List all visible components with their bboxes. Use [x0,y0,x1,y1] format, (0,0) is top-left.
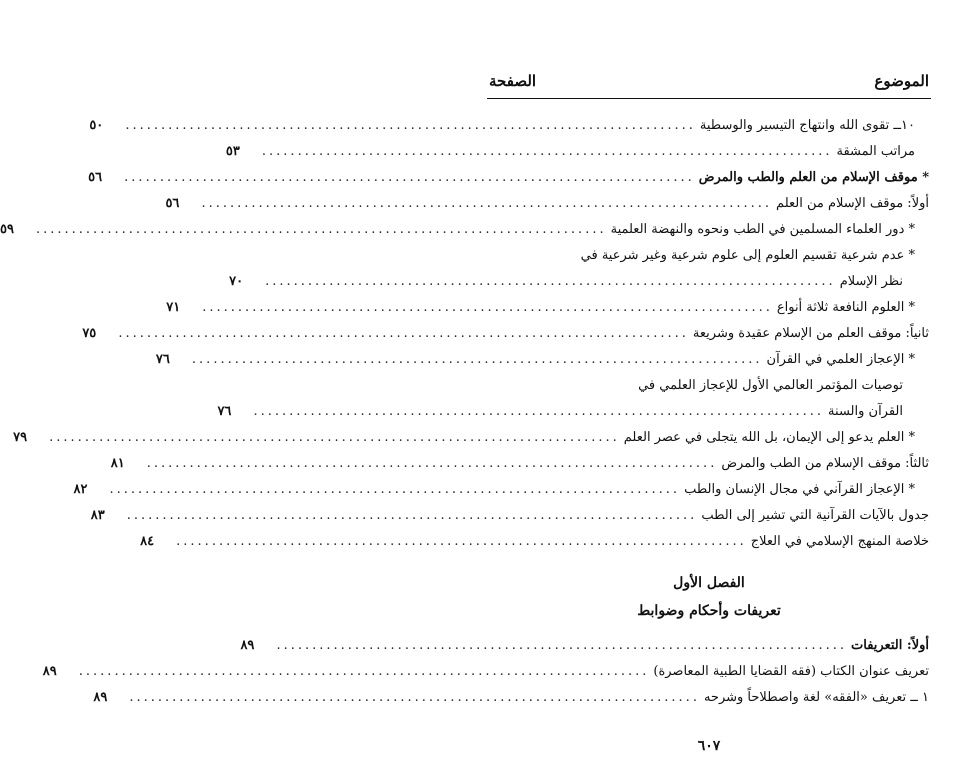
toc-entry-page: ٧٦ [217,403,232,419]
toc-entry-page: ٧٠ [229,273,244,289]
toc-entry-title: أولاً: التعريفات [851,637,929,653]
toc-entry-page: ٨٩ [240,637,255,653]
toc-entry [217,398,929,424]
toc-entry [165,190,929,216]
toc-entry [82,320,929,346]
toc-entry-title: جدول بالآيات القرآنية التي تشير إلى الطب [701,507,929,523]
toc-entry [88,164,929,190]
toc-entry [13,424,929,450]
leader-dots: ................................................................................ [176,533,747,549]
toc-entry-page: ٧١ [166,299,181,315]
toc-entry-page: ٥٠ [89,117,104,133]
leader-dots: ................................................................................ [126,507,698,523]
leader-dots: ................................................................................ [129,689,700,705]
toc-entry-title: * العلم يدعو إلى الإيمان، بل الله يتجلى في عصر العلم [623,429,915,445]
page-number: ٦٠٧ [697,738,721,754]
toc-entry-title: أولاً: موقف الإسلام من العلم [776,195,929,211]
toc-entry-title: * الإعجاز العلمي في القرآن [766,351,915,367]
toc-entry-title: * العلوم النافعة ثلاثة أنواع [776,299,915,315]
toc-entry-page: ٥٩ [0,221,14,237]
toc-entry [140,528,929,554]
toc-entry [110,450,929,476]
leader-dots: ................................................................................ [253,403,825,419]
toc-entry-title: * موقف الإسلام من العلم والطب والمرض [698,169,929,185]
leader-dots: ................................................................................ [191,351,763,367]
toc-entry [166,294,929,320]
toc-entry-title: خلاصة المنهج الإسلامي في العلاج [750,533,929,549]
toc-entry [229,268,929,294]
toc-entry [155,346,929,372]
toc-entry [0,216,929,242]
toc-entry-page: ٨٢ [73,481,88,497]
leader-dots: ................................................................................ [78,663,650,679]
leader-dots: ................................................................................ [36,221,607,237]
leader-dots: ................................................................................ [261,143,833,159]
leader-dots: ................................................................................ [49,429,620,445]
toc-entry-page: ٨٩ [93,689,108,705]
leader-dots: ................................................................................ [201,195,773,211]
toc-entry-title: القرآن والسنة [828,403,903,419]
leader-dots: ................................................................................ [146,455,718,471]
leader-dots: ................................................................................ [265,273,836,289]
toc-entry [42,658,929,684]
toc-entry-title: * الإعجاز القرآني في مجال الإنسان والطب [684,481,915,497]
toc-entry-page: ٧٦ [155,351,170,367]
toc-entry-page: ٥٦ [165,195,180,211]
toc-entry-title: توصيات المؤتمر العالمي الأول للإعجاز العلمي في [638,377,903,393]
toc-entry-title: * عدم شرعية تقسيم العلوم إلى علوم شرعية وغير شرعية في [580,247,915,263]
toc-entry-title: ١ ــ تعريف «الفقه» لغة واصطلاحاً وشرحه [703,689,929,705]
topic-column-label: الموضوع [874,72,929,90]
toc-entry [93,684,929,710]
toc-entry-title: ثانياً: موقف العلم من الإسلام عقيدة وشريعة [692,325,929,341]
toc-entry-title: تعريف عنوان الكتاب (فقه القضايا الطبية المعاصرة) [653,663,929,679]
toc-entry-page: ٧٥ [82,325,97,341]
header-divider [487,98,931,99]
toc-header [489,68,929,94]
leader-dots: ................................................................................ [276,637,848,653]
chapter-subtitle: تعريفات وأحكام وضوابط [637,603,781,619]
toc-entry-title: * دور العلماء المسلمين في الطب ونحوه والنهضة العلمية [610,221,915,237]
leader-dots: ................................................................................ [124,169,695,185]
toc-entry [225,138,929,164]
leader-dots: ................................................................................ [109,481,681,497]
toc-entry [90,502,929,528]
page-column-label: الصفحة [489,72,537,90]
toc-entry [489,372,929,398]
toc-entry [489,242,929,268]
toc-entry-title: نظر الإسلام [839,273,903,289]
toc-entry-page: ٥٦ [88,169,103,185]
toc-entry-title: ثالثاً: موقف الإسلام من الطب والمرض [721,455,929,471]
toc-entries-chapter [42,632,929,710]
toc-entry-page: ٨١ [110,455,125,471]
toc-entry-page: ٥٣ [225,143,240,159]
leader-dots: ................................................................................ [202,299,773,315]
chapter-title: الفصل الأول [673,575,745,591]
toc-entry [240,632,929,658]
toc-entry-page: ٨٩ [42,663,57,679]
toc-entry-title: ١٠ــ تقوى الله وانتهاج التيسير والوسطية [699,117,915,133]
toc-entry [89,112,929,138]
toc-entry-page: ٨٤ [140,533,155,549]
toc-entry-page: ٨٣ [90,507,105,523]
toc-entry-page: ٧٩ [13,429,28,445]
leader-dots: ................................................................................ [118,325,689,341]
toc-entry-title: مراتب المشقة [836,143,915,159]
leader-dots: ................................................................................ [125,117,696,133]
toc-entry [73,476,929,502]
toc-entries [0,112,929,554]
